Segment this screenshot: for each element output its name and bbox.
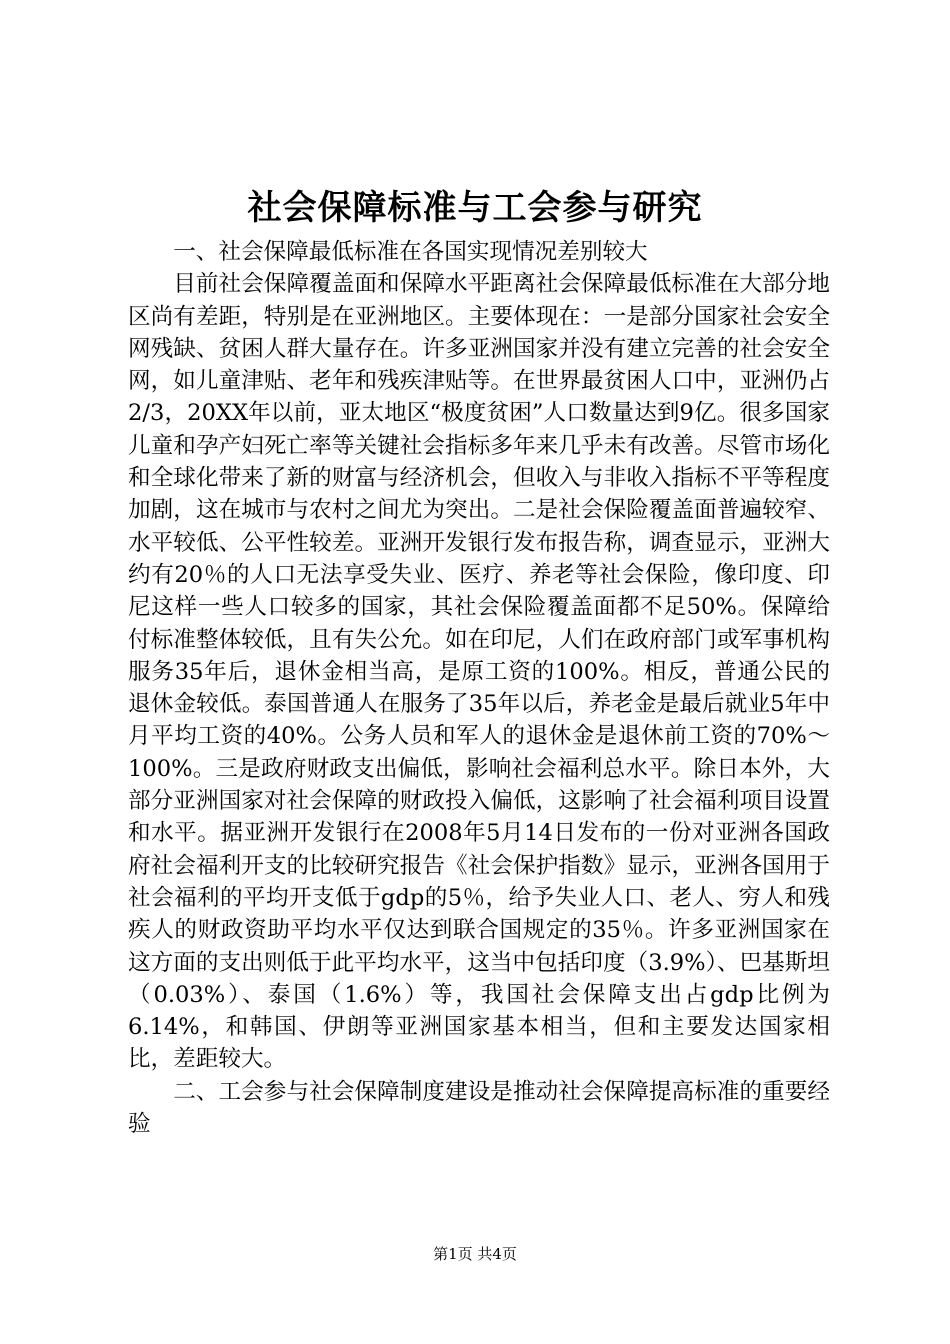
body-paragraph: 目前社会保障覆盖面和保障水平距离社会保障最低标准在大部分地区尚有差距，特别是在亚洲地区。主要体现在：一是部分国家社会安全网残缺、贫困人群大量存在。许多亚洲国家并没有建立完善的社会安全网，如儿童津贴、老年和残疾津贴等。在世界最贫困人口中，亚洲仍占2/3，20XX年以前，亚太地区“极度贫困”人口数量达到9亿。很多国家儿童和孕产妇死亡率等关键社会指标多年来几乎未有改善。尽管市场化和全球化带来了新的财富与经济机会，但收入与非收入指标不平等程度加剧，这在城市与农村之间尤为突出。二是社会保险覆盖面普遍较窄、水平较低、公平性较差。亚洲开发银行发布报告称，调查显示，亚洲大约有20％的人口无法享受失业、医疗、养老等社会保险，像印度、印尼这样一些人口较多的国家，其社会保险覆盖面都不足50%。保障给付标准整体较低，且有失公允。如在印尼，人们在政府部门或军事机构服务35年后，退休金相当高，是原工资的100%。相反，普通公民的退休金较低。泰国普通人在服务了35年以后，养老金是最后就业5年中月平均工资的40%。公务人员和军人的退休金是退休前工资的70%～100%。三是政府财政支出偏低，影响社会福利总水平。除日本外，大部分亚洲国家对社会保障的财政投入偏低，这影响了社会福利项目设置和水平。据亚洲开发银行在2008年5月14日发布的一份对亚洲各国政府社会福利开支的比较研究报告《社会保护指数》显示，亚洲各国用于社会福利的平均开支低于gdp的5％，给予失业人口、老人、穷人和残疾人的财政资助平均水平仅达到联合国规定的35％。许多亚洲国家在这方面的支出则低于此平均水平，这当中包括印度（3.9%）、巴基斯坦（0.03%）、泰国（1.6%）等，我国社会保障支出占gdp比例为6.14%，和韩国、伊朗等亚洲国家基本相当，但和主要发达国家相比，差距较大。 <box>128 271 830 1073</box>
document-title: 社会保障标准与工会参与研究 <box>247 188 703 228</box>
document-body <box>128 236 830 1140</box>
page-footer: 第1页 共4页 <box>433 1245 517 1263</box>
section-heading-2: 二、工会参与社会保障制度建设是推动社会保障提高标准的重要经验 <box>128 1078 830 1138</box>
section-heading-1: 一、社会保障最低标准在各国实现情况差别较大 <box>173 239 648 265</box>
